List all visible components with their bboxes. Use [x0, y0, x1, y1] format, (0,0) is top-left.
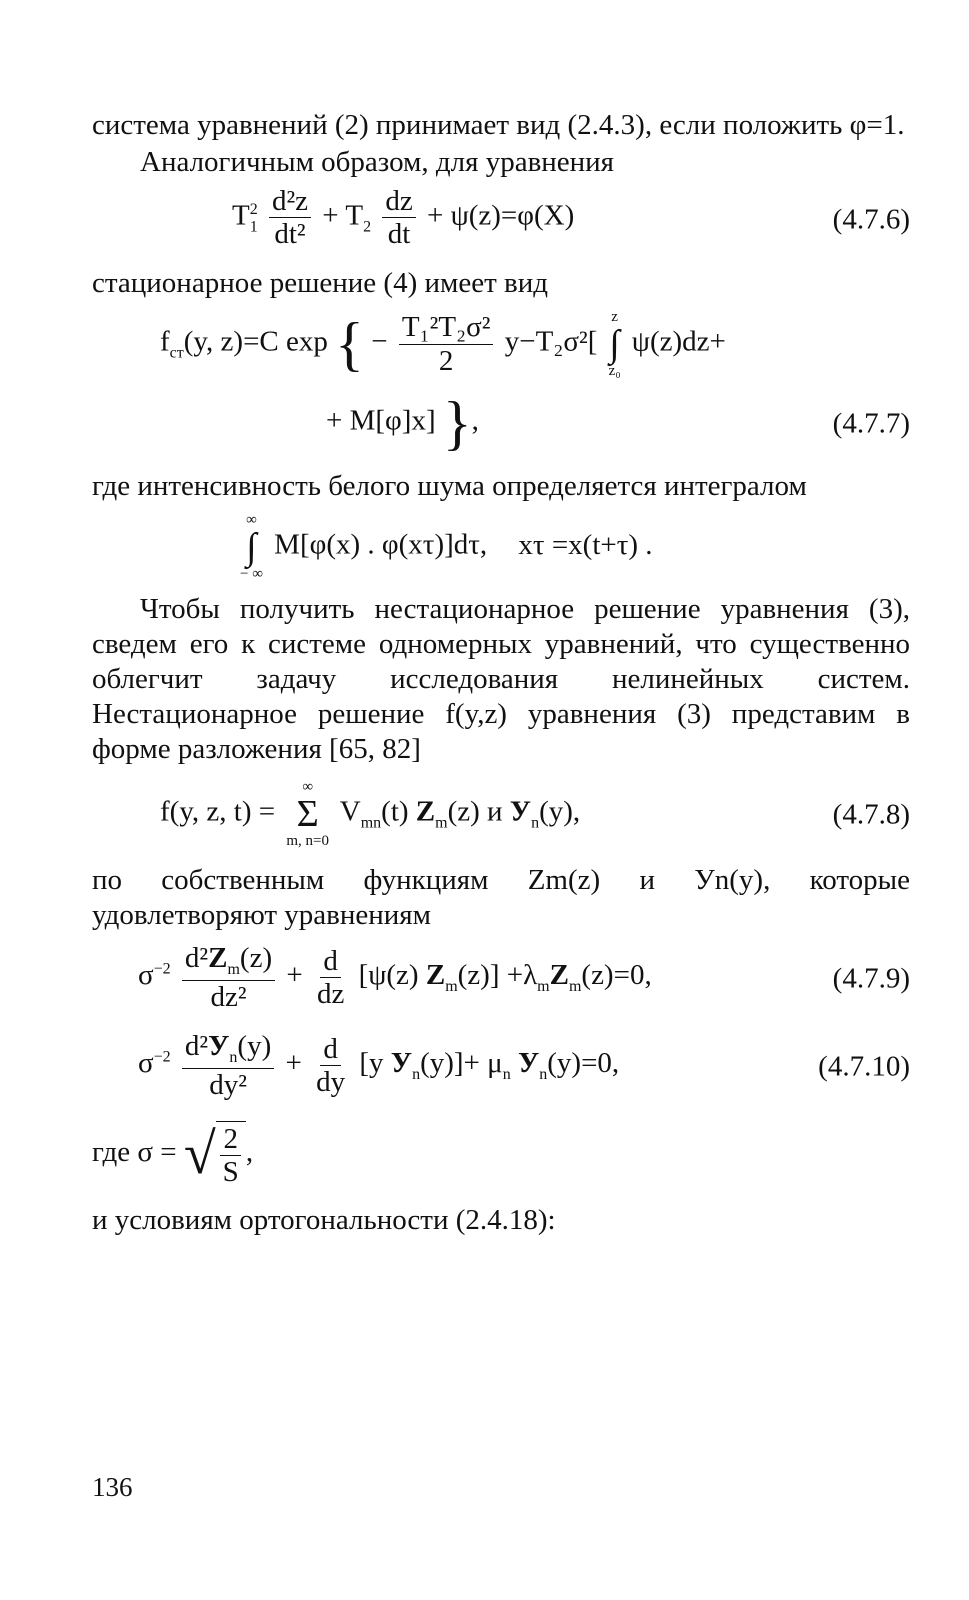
eq4710-tail: (y)=0, [547, 1047, 620, 1080]
paragraph-5: Чтобы получить нестационарное решение уравнения (3), сведем его к системе одномерных уравнений, что существенно облегчит задачу исследования нелинейных систем. Нестационарное решение f(y,z) уравнения (3) представим в форме разложения [65, 82] [92, 593, 910, 765]
intensity-integral [240, 512, 263, 582]
eq477-comma: , [471, 404, 479, 437]
eq478-z: Z [415, 795, 436, 828]
equation-4-7-7-line-2-body [326, 390, 479, 456]
eq4710-frac1-num [182, 1031, 274, 1069]
paragraph-3: стационарное решение (4) имеет вид [92, 267, 548, 299]
sigma-definition-word: где [92, 1136, 131, 1169]
eq478-y: У [509, 795, 532, 828]
sigma-sqrt-body [216, 1121, 246, 1188]
eq477-minus: − [371, 325, 388, 358]
eq477-lhs: f [160, 325, 170, 358]
eq4710-mu-sub: n [502, 1065, 511, 1083]
eq477-right-brace: } [442, 390, 472, 456]
eq478-sum [286, 779, 329, 849]
equation-number-4-7-8: (4.7.8) [832, 798, 910, 831]
equation-4-7-6 [92, 180, 910, 260]
eq479-frac1-pre: d² [184, 942, 209, 974]
eq479-z2: Z [549, 959, 569, 992]
eq479-frac2-num: d [320, 946, 341, 978]
equation-4-7-7-line-1 [92, 301, 910, 393]
eq479-plus: + [286, 959, 303, 992]
eq4710-fraction-2 [313, 1034, 348, 1098]
eq4710-frac2-num: d [320, 1034, 341, 1066]
eq477-int-lower: z₀ [608, 363, 621, 379]
paragraph-6: по собственным функциям Zm(z) и Уn(y), которые удовлетворяют уравнениям [92, 864, 910, 931]
eq476-t2: T [345, 199, 364, 232]
eq477-after-integral: ψ(z)dz+ [631, 325, 726, 358]
eq479-sigma: σ [138, 959, 154, 992]
eq4710-sigma-sup: −2 [153, 1048, 171, 1066]
eq477-fraction [399, 312, 494, 376]
equation-number-4-7-7: (4.7.7) [832, 407, 910, 440]
eq476-rest: + ψ(z)=φ(X) [426, 199, 575, 232]
eq476-t1: T [232, 199, 250, 232]
intensity-body: M[φ(x) . φ(xτ)]dτ, [274, 528, 488, 561]
eq479-bracket: [ψ(z) [358, 959, 419, 992]
eq478-z-arg: (z) и [447, 795, 503, 828]
equation-intensity-integral [92, 504, 910, 586]
eq479-tail: (z)=0, [581, 959, 652, 992]
eq4710-frac1-post: (y) [237, 1030, 272, 1062]
eq4710-fraction-1 [182, 1031, 274, 1100]
intensity-int-upper: ∞ [246, 512, 257, 528]
eq476-t1-sub: 1 [249, 218, 258, 236]
eq478-y-sub: n [531, 814, 540, 832]
equation-4-7-8-body [160, 779, 580, 849]
eq479-sigma-sup: −2 [153, 960, 171, 978]
eq479-fraction-1 [182, 943, 275, 1012]
eq4710-plus: + [285, 1047, 302, 1080]
eq477-frac-num: T₁²T₂σ² [399, 312, 494, 344]
sigma-fraction [220, 1124, 242, 1188]
eq478-sum-lower: m, n=0 [286, 833, 330, 849]
sigma-definition [92, 1115, 910, 1197]
eq476-frac2-den: dt [387, 218, 411, 251]
eq479-frac1-den: dz² [210, 980, 247, 1013]
equation-number-4-7-9: (4.7.9) [832, 962, 910, 995]
eq479-frac1-num [182, 943, 275, 981]
sigma-frac-num: 2 [220, 1124, 241, 1156]
sum-icon: Σ [296, 793, 319, 835]
sigma-sqrt [184, 1121, 246, 1188]
eq478-z-sub: m [435, 814, 448, 832]
equation-4-7-10-body [138, 1031, 619, 1100]
eq4710-frac1-y: У [208, 1030, 230, 1062]
eq479-z-sub: m [445, 977, 458, 995]
eq4710-frac1-pre: d² [184, 1030, 209, 1062]
eq479-z: Z [425, 959, 446, 992]
eq479-frac2-den: dz [316, 978, 345, 1011]
eq4710-frac1-den: dy² [209, 1068, 247, 1101]
eq478-v: V [339, 795, 361, 828]
eq476-t1-sup: 2 [249, 200, 258, 218]
eq476-fraction-1 [269, 186, 311, 250]
equation-4-7-9 [92, 937, 910, 1021]
eq476-frac1-num: d²z [269, 186, 311, 218]
eq4710-y-sub: n [412, 1065, 421, 1083]
eq477-lhs-args: (y, z)=C exp [183, 325, 328, 358]
equation-4-7-8 [92, 773, 910, 857]
page-number: 136 [92, 1472, 133, 1502]
eq4710-y: У [390, 1047, 413, 1080]
eq476-t2-sub: 2 [363, 218, 372, 236]
eq478-t-arg: (t) [381, 795, 409, 828]
eq4710-bracket: [y [359, 1047, 384, 1080]
equation-4-7-7-line-2 [92, 390, 910, 456]
eq479-z2-sub: m [568, 977, 582, 995]
eq477-mid: y−T₂σ²[ [504, 325, 598, 358]
eq477-left-brace: { [335, 311, 364, 377]
eq4710-y2: У [517, 1047, 540, 1080]
intensity-definition: xτ =x(t+τ) . [518, 528, 653, 561]
page-body [92, 108, 910, 1238]
eq4710-sigma: σ [138, 1047, 154, 1080]
eq4710-frac1-sub: n [229, 1048, 238, 1066]
eq476-frac2-num: dz [382, 186, 415, 218]
eq477-line2: + M[φ]x] [326, 404, 436, 437]
sigma-definition-lhs: σ = [137, 1136, 177, 1169]
sigma-frac-den: S [222, 1156, 239, 1189]
eq4710-frac2-den: dy [316, 1066, 346, 1099]
equation-4-7-6-body [232, 186, 574, 250]
eq477-lhs-sub: ст [169, 344, 184, 362]
eq476-fraction-2 [382, 186, 415, 250]
sqrt-icon: √ [183, 1121, 216, 1187]
paragraph-2: Аналогичным образом, для уравнения [140, 146, 615, 178]
integral-icon: ∫ [609, 323, 620, 365]
eq476-frac1-den: dt² [274, 218, 306, 251]
eq477-integral [609, 309, 621, 379]
paragraph-8: и условиям ортогональности (2.4.18): [92, 1204, 556, 1236]
eq479-fraction-2 [314, 946, 347, 1010]
eq478-lhs: f(y, z, t) = [160, 795, 276, 828]
eq477-int-upper: z [611, 309, 618, 325]
intensity-int-lower: − ∞ [240, 566, 263, 582]
eq478-sum-upper: ∞ [302, 779, 314, 795]
eq476-plus: + [322, 199, 339, 232]
equation-4-7-9-body [138, 943, 652, 1012]
equation-intensity-body [236, 512, 653, 582]
eq479-frac1-post: (z) [239, 942, 273, 974]
eq478-v-sub: mn [360, 814, 382, 832]
equation-4-7-10 [92, 1025, 910, 1109]
eq479-lambda-sub: m [537, 977, 550, 995]
sigma-definition-body [92, 1121, 253, 1188]
eq479-z-arg: (z)] +λ [457, 959, 538, 992]
eq478-y-arg: (y), [539, 795, 581, 828]
paragraph-4: где интенсивность белого шума определяется интегралом [92, 470, 807, 502]
eq479-frac1-sub: m [227, 960, 240, 978]
integral-icon: ∫ [246, 526, 257, 568]
paragraph-1: система уравнений (2) принимает вид (2.4.3), если положить φ=1. [92, 109, 905, 141]
eq4710-y2-sub: n [539, 1065, 548, 1083]
eq477-frac-den: 2 [438, 344, 454, 377]
eq4710-y-arg: (y)]+ μ [420, 1047, 503, 1080]
eq479-frac1-z: Z [208, 942, 228, 974]
equation-4-7-7-line-1-body [160, 309, 726, 379]
sigma-definition-comma: , [245, 1136, 254, 1169]
equation-number-4-7-10: (4.7.10) [818, 1050, 910, 1083]
equation-number-4-7-6: (4.7.6) [832, 203, 910, 236]
